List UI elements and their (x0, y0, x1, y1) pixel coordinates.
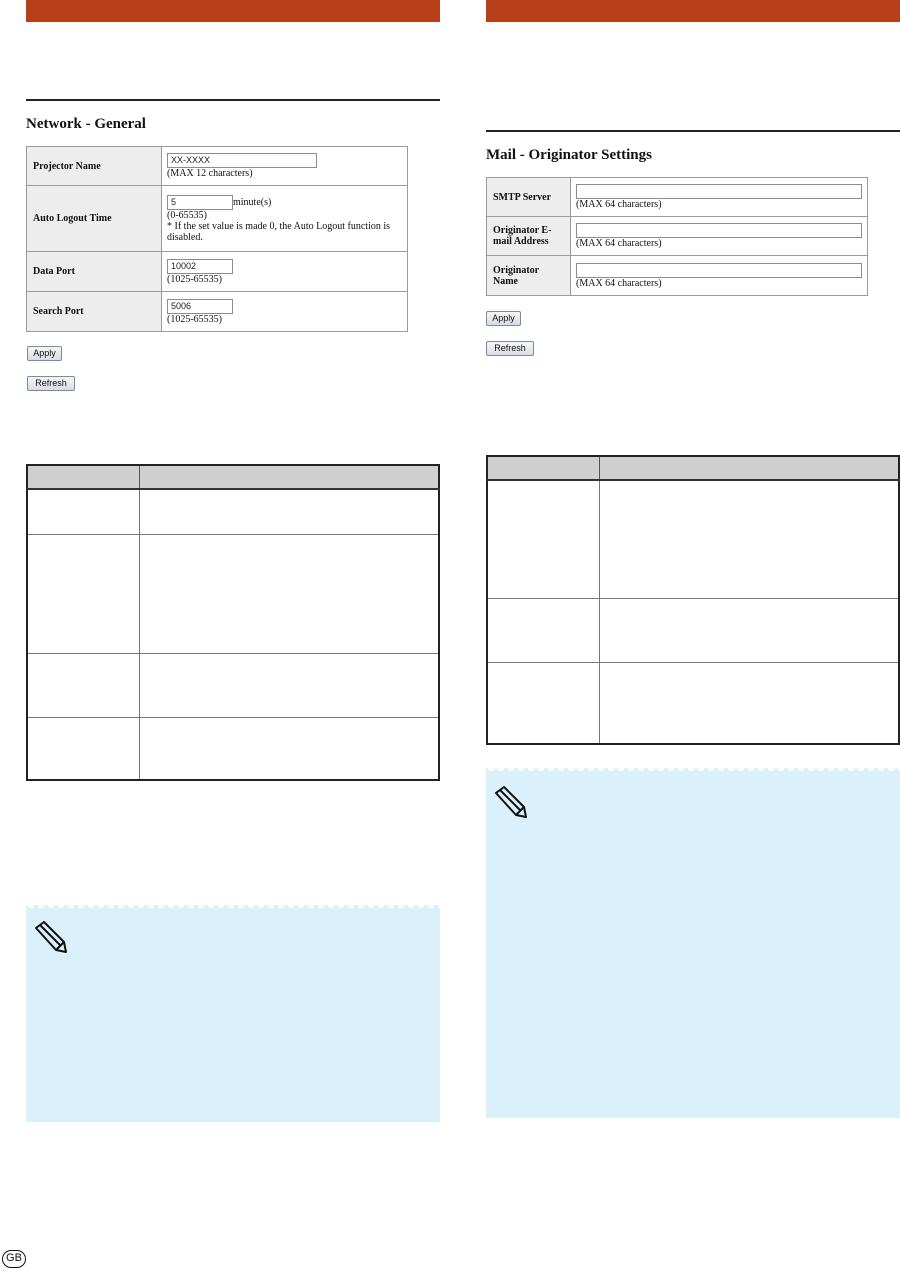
data-port-hint: (1025-65535) (167, 273, 222, 285)
note-scalloped-edge (26, 905, 440, 912)
mail-apply-button[interactable]: Apply (486, 311, 521, 326)
pencil-note-icon (30, 919, 70, 955)
originator-email-hint: (MAX 64 characters) (576, 238, 662, 249)
auto-logout-input[interactable]: 5 (167, 195, 233, 210)
originator-email-label-line1: Originator E- (493, 225, 552, 236)
auto-logout-label: Auto Logout Time (27, 186, 162, 252)
table-header-cell (27, 465, 139, 489)
table-cell (139, 489, 439, 534)
note-box-right (486, 768, 900, 1118)
search-port-hint: (1025-65535) (167, 313, 222, 325)
originator-email-input[interactable] (576, 223, 862, 238)
projector-name-label: Projector Name (27, 147, 162, 186)
section-divider (486, 130, 900, 132)
table-header-cell (487, 456, 599, 480)
mail-description-table (486, 455, 900, 745)
gb-badge-icon: GB (2, 1250, 26, 1268)
network-refresh-button[interactable]: Refresh (27, 376, 75, 391)
table-cell (487, 662, 599, 744)
projector-name-input[interactable]: XX-XXXX (167, 153, 317, 168)
search-port-label: Search Port (27, 292, 162, 332)
table-cell (27, 534, 139, 653)
originator-email-label-line2: mail Address (493, 236, 549, 247)
projector-name-hint: (MAX 12 characters) (167, 168, 253, 179)
table-header-cell (139, 465, 439, 489)
originator-name-label (487, 256, 571, 296)
note-scalloped-edge (486, 768, 900, 775)
table-cell (27, 653, 139, 717)
mail-refresh-button[interactable]: Refresh (486, 341, 534, 356)
smtp-server-label: SMTP Server (487, 178, 571, 217)
table-cell (599, 662, 899, 744)
network-general-title: Network - General (26, 116, 146, 132)
originator-name-label-line2: Name (493, 275, 518, 287)
auto-logout-unit: minute(s) (233, 196, 272, 208)
search-port-input[interactable]: 5006 (167, 299, 233, 314)
table-cell (139, 534, 439, 653)
table-cell (139, 717, 439, 780)
originator-name-hint: (MAX 64 characters) (576, 277, 662, 289)
originator-name-input[interactable] (576, 263, 862, 278)
table-header-cell (599, 456, 899, 480)
mail-originator-form (486, 177, 868, 296)
table-cell (139, 653, 439, 717)
section-divider (26, 99, 440, 101)
data-port-label: Data Port (27, 252, 162, 292)
data-port-input[interactable]: 10002 (167, 259, 233, 274)
network-general-form (26, 146, 408, 332)
mail-originator-title: Mail - Originator Settings (486, 147, 652, 163)
note-box-left (26, 905, 440, 1122)
originator-name-label-line1: Originator (493, 264, 540, 276)
table-cell (27, 489, 139, 534)
network-description-table (26, 464, 440, 781)
table-cell (487, 598, 599, 662)
smtp-server-input[interactable] (576, 184, 862, 199)
section-header-bar (26, 0, 440, 22)
pencil-note-icon (490, 784, 530, 820)
section-header-bar (486, 0, 900, 22)
table-cell (487, 480, 599, 598)
originator-email-label (487, 217, 571, 256)
table-cell (27, 717, 139, 780)
auto-logout-hint: (0-65535) (167, 209, 207, 221)
network-apply-button[interactable]: Apply (27, 346, 62, 361)
table-cell (599, 480, 899, 598)
smtp-server-hint: (MAX 64 characters) (576, 199, 662, 210)
table-cell (599, 598, 899, 662)
auto-logout-note: * If the set value is made 0, the Auto Logout function is disabled. (167, 220, 391, 243)
